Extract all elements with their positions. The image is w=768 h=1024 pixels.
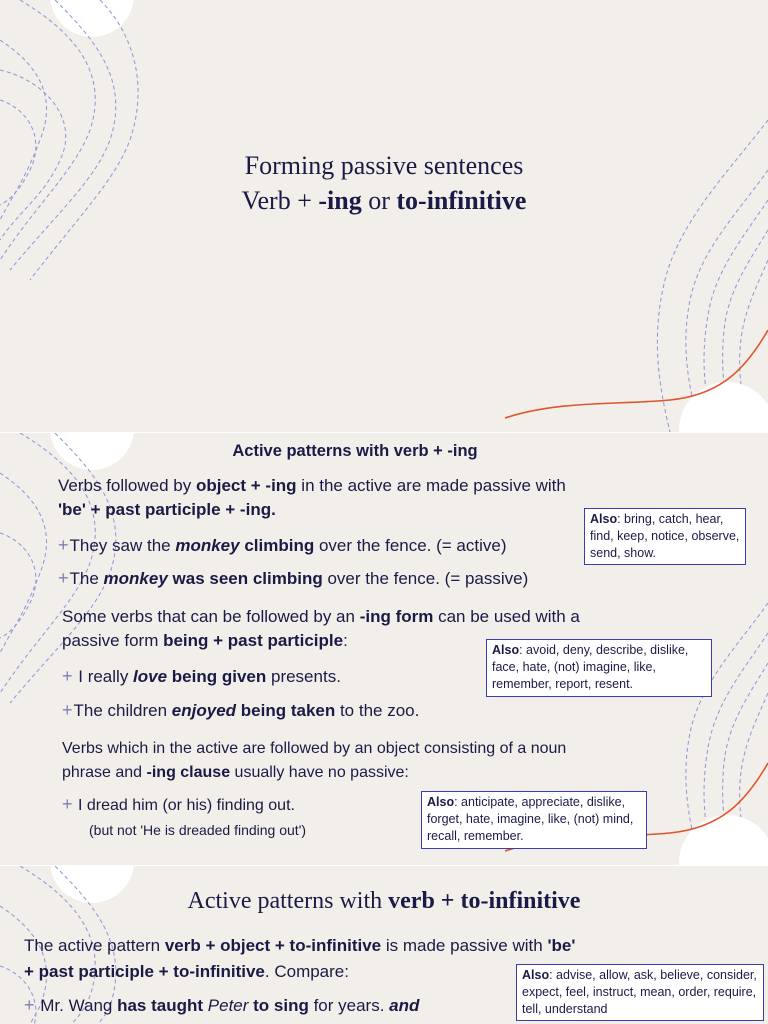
text-emphasis: monkey: [103, 569, 168, 588]
text-bold: verb + to-infinitive: [388, 888, 581, 914]
plus-bullet-icon: +: [62, 794, 73, 814]
also-box-3: [421, 791, 647, 849]
box-label: Also: [522, 968, 550, 982]
text-bold: 'be' + past participle + -ing.: [58, 500, 276, 519]
text: Verbs which in the active are followed by an object consisting of a noun: [62, 740, 567, 757]
section-heading: Active patterns with verb + -ing: [232, 442, 478, 460]
title-text-ing: -ing: [318, 186, 362, 215]
text: They saw the: [69, 536, 176, 555]
text-bold: + past participle + to-infinitive: [24, 962, 265, 981]
title-text-verb: Verb +: [241, 186, 319, 215]
text: usually have no passive:: [230, 764, 409, 781]
text-bold: being given: [167, 667, 267, 686]
decorative-background: [0, 0, 768, 432]
text-bold: verb + object + to-infinitive: [164, 936, 382, 955]
box-label: Also: [492, 643, 520, 657]
example-note: (but not 'He is dreaded finding out'): [89, 822, 307, 838]
text-emphasis: love: [133, 667, 168, 686]
example-1: [58, 533, 507, 558]
text: over the fence. (= passive): [322, 569, 529, 588]
text-bold: 'be': [547, 936, 576, 955]
text-bold: object + -ing: [195, 476, 297, 495]
text: passive form: [62, 631, 164, 650]
plus-bullet-icon: +: [24, 995, 35, 1015]
text: over the fence. (= active): [314, 536, 507, 555]
text-bold: being taken: [236, 701, 336, 720]
example-5: [62, 792, 295, 818]
title-text: Forming passive sentences: [244, 151, 524, 180]
plus-bullet-icon: +: [62, 700, 73, 720]
text-bold: climbing: [239, 536, 315, 555]
text-emphasis: enjoyed: [171, 701, 237, 720]
text-bold: being + past participle: [163, 631, 344, 650]
slide-verb-ing: [0, 433, 768, 865]
text-emphasis: Peter: [203, 996, 249, 1015]
paragraph-3: [62, 737, 702, 785]
text-bold: -ing form: [359, 607, 434, 626]
slide-verb-to-infinitive: [0, 866, 768, 1024]
text: for years.: [308, 996, 390, 1015]
text-bold: has taught: [117, 996, 204, 1015]
text: I really: [78, 667, 134, 686]
also-box-1: [584, 508, 746, 565]
example-1: [24, 992, 419, 1019]
text-bold: to sing: [248, 996, 309, 1015]
also-box-2: [486, 639, 712, 697]
box-text: : bring, catch, hear, find, keep, notice, observe, send, show.: [590, 512, 740, 560]
text: Active patterns with: [187, 888, 389, 914]
text-emphasis: and: [389, 996, 420, 1015]
example-4: [62, 698, 419, 723]
box-text: : advise, allow, ask, believe, consider, expect, feel, instruct, mean, order, require, tell, understand: [522, 968, 757, 1016]
text: Verbs followed by: [58, 476, 196, 495]
section-heading: [0, 888, 768, 915]
text-emphasis: monkey: [175, 536, 240, 555]
box-text: : anticipate, appreciate, dislike, forget, hate, imagine, like, (not) mind, recall, remember.: [427, 795, 634, 843]
plus-bullet-icon: +: [58, 535, 69, 555]
text-bold: -ing clause: [146, 764, 231, 781]
text: The children: [73, 701, 172, 720]
title-line-1: [0, 151, 768, 181]
text: I dread him (or his) finding out.: [77, 797, 295, 814]
plus-bullet-icon: +: [58, 568, 69, 588]
text: in the active are made passive with: [296, 476, 566, 495]
text: is made passive with: [381, 936, 548, 955]
text: Some verbs that can be followed by an: [62, 607, 360, 626]
box-text: : avoid, deny, describe, dislike, face, hate, (not) imagine, like, remember, report, resent.: [492, 643, 689, 691]
text: presents.: [266, 667, 341, 686]
box-label: Also: [590, 512, 618, 526]
example-2: [58, 566, 528, 591]
also-box: [516, 964, 764, 1021]
text: can be used with a: [433, 607, 580, 626]
text: The active pattern: [24, 936, 165, 955]
text-bold: was seen climbing: [167, 569, 323, 588]
example-3: [62, 664, 341, 689]
title-text-or: or: [361, 186, 397, 215]
title-line-2: [0, 186, 768, 216]
text: phrase and: [62, 764, 147, 781]
text: :: [343, 631, 348, 650]
plus-bullet-icon: +: [62, 666, 73, 686]
text: to the zoo.: [335, 701, 420, 720]
box-label: Also: [427, 795, 455, 809]
text: The: [69, 569, 104, 588]
text: . Compare:: [264, 962, 349, 981]
title-text-infinitive: to-infinitive: [396, 186, 527, 215]
paragraph-1: [58, 474, 658, 522]
slide-title: [0, 0, 768, 432]
text: Mr. Wang: [40, 996, 118, 1015]
